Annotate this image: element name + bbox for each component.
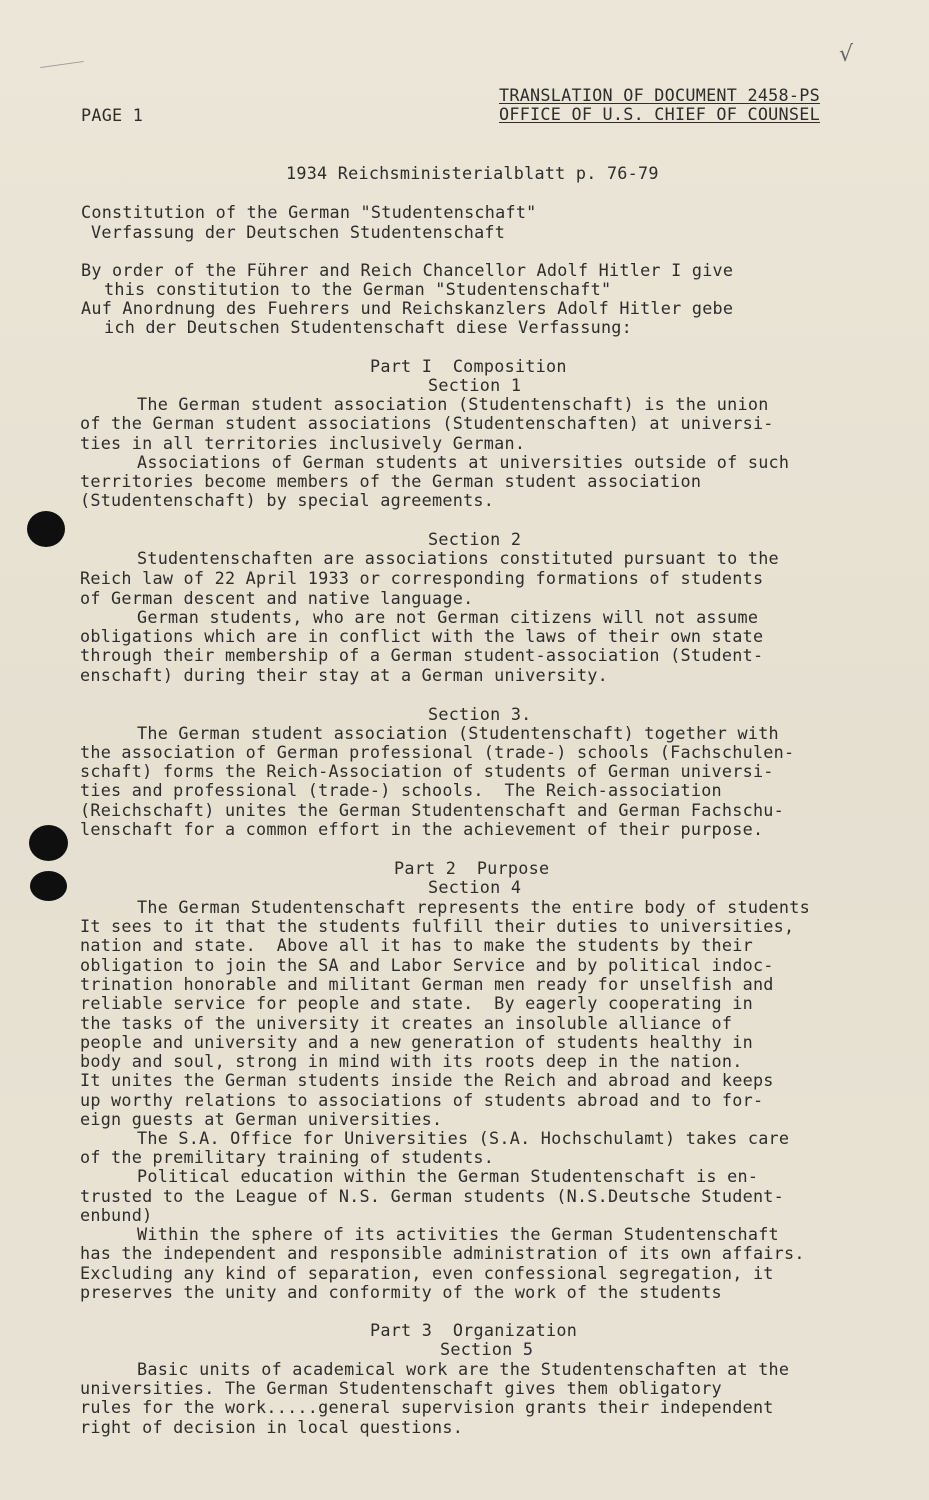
body-line: eign guests at German universities. xyxy=(80,1109,443,1129)
body-line: Within the sphere of its activities the German Studentenschaft xyxy=(137,1224,779,1244)
section-3-heading: Section 3. xyxy=(428,704,532,724)
section-5-heading: Section 5 xyxy=(440,1339,534,1359)
section-2-heading: Section 2 xyxy=(428,529,522,549)
body-line: reliable service for people and state. By eagerly cooperating in xyxy=(80,993,753,1013)
punch-hole-top xyxy=(27,511,65,547)
body-line: enbund) xyxy=(80,1205,153,1225)
body-line: The German student association (Studentenschaft) is the union xyxy=(137,394,769,414)
body-line: of the German student associations (Studentenschaften) at universi- xyxy=(80,413,774,433)
body-line: ties in all territories inclusively German. xyxy=(80,433,526,453)
body-line: Studentenschaften are associations constituted pursuant to the xyxy=(137,548,779,568)
punch-hole-bottom xyxy=(30,871,67,901)
body-line: universities. The German Studentenschaft gives them obligatory xyxy=(80,1378,722,1398)
title-german: Verfassung der Deutschen Studentenschaft xyxy=(91,222,506,242)
body-line: body and soul, strong in mind with its roots deep in the nation. xyxy=(80,1051,743,1071)
body-line: schaft) forms the Reich-Association of students of German universi- xyxy=(80,761,774,781)
body-line: has the independent and responsible administration of its own affairs. xyxy=(80,1243,805,1263)
body-line: the association of German professional (trade-) schools (Fachschulen- xyxy=(80,742,795,762)
body-line: the tasks of the university it creates an insoluble alliance of xyxy=(80,1013,733,1033)
body-line: The German Studentenschaft represents the entire body of students xyxy=(137,897,810,917)
body-line: Reich law of 22 April 1933 or corresponding formations of students xyxy=(80,568,764,588)
body-line: It sees to it that the students fulfill their duties to universities, xyxy=(80,916,795,936)
punch-hole-middle xyxy=(29,825,68,861)
body-line: of the premilitary training of students. xyxy=(80,1147,495,1167)
body-line: (Studentenschaft) by special agreements. xyxy=(80,490,495,510)
body-line: enschaft) during their stay at a German university. xyxy=(80,665,609,685)
preamble-line: this constitution to the German "Studentenschaft" xyxy=(104,279,612,299)
body-line: Associations of German students at universities outside of such xyxy=(137,452,790,472)
body-line: obligations which are in conflict with the laws of their own state xyxy=(80,626,764,646)
translation-line: TRANSLATION OF DOCUMENT 2458-PS xyxy=(499,85,820,105)
source-citation: 1934 Reichsministerialblatt p. 76-79 xyxy=(286,163,659,183)
body-line: territories become members of the German student association xyxy=(80,471,702,491)
body-line: trusted to the League of N.S. German students (N.S.Deutsche Student- xyxy=(80,1186,785,1206)
body-line: The S.A. Office for Universities (S.A. Hochschulamt) takes care xyxy=(137,1128,790,1148)
body-line: (Reichschaft) unites the German Studentenschaft and German Fachschu- xyxy=(80,800,785,820)
body-line: through their membership of a German student-association (Student- xyxy=(80,645,764,665)
body-line: right of decision in local questions. xyxy=(80,1417,464,1437)
body-line: obligation to join the SA and Labor Service and by political indoc- xyxy=(80,955,774,975)
section-4-heading: Section 4 xyxy=(428,877,522,897)
title-english: Constitution of the German "Studentenschaft" xyxy=(81,202,537,222)
body-line: Political education within the German Studentenschaft is en- xyxy=(137,1166,759,1186)
preamble-line: ich der Deutschen Studentenschaft diese Verfassung: xyxy=(104,317,633,337)
check-mark: √ xyxy=(839,42,854,67)
body-line: preserves the unity and conformity of the work of the students xyxy=(80,1282,722,1302)
section-1-heading: Section 1 xyxy=(428,375,522,395)
body-line: of German descent and native language. xyxy=(80,588,474,608)
body-line: up worthy relations to associations of students abroad and to for- xyxy=(80,1090,764,1110)
body-line: Basic units of academical work are the Studentenschaften at the xyxy=(137,1359,790,1379)
body-line: German students, who are not German citizens will not assume xyxy=(137,607,759,627)
part-2-heading: Part 2 Purpose xyxy=(394,858,550,878)
body-line: Excluding any kind of separation, even confessional segregation, it xyxy=(80,1263,774,1283)
preamble-line: Auf Anordnung des Fuehrers und Reichskanzlers Adolf Hitler gebe xyxy=(81,298,734,318)
body-line: trination honorable and militant German men ready for unselfish and xyxy=(80,974,774,994)
part-3-heading: Part 3 Organization xyxy=(370,1320,578,1340)
pencil-mark xyxy=(40,61,84,68)
body-line: ties and professional (trade-) schools. The Reich-association xyxy=(80,780,722,800)
part-1-heading: Part I Composition xyxy=(370,356,567,376)
body-line: The German student association (Studentenschaft) together with xyxy=(137,723,779,743)
body-line: rules for the work.....general supervision grants their independent xyxy=(80,1397,774,1417)
body-line: people and university and a new generation of students healthy in xyxy=(80,1032,753,1052)
office-line: OFFICE OF U.S. CHIEF OF COUNSEL xyxy=(499,104,820,124)
body-line: It unites the German students inside the Reich and abroad and keeps xyxy=(80,1070,774,1090)
preamble-line: By order of the Führer and Reich Chancellor Adolf Hitler I give xyxy=(81,260,734,280)
page-label: PAGE 1 xyxy=(81,105,144,125)
body-line: lenschaft for a common effort in the achievement of their purpose. xyxy=(80,819,764,839)
body-line: nation and state. Above all it has to make the students by their xyxy=(80,935,753,955)
